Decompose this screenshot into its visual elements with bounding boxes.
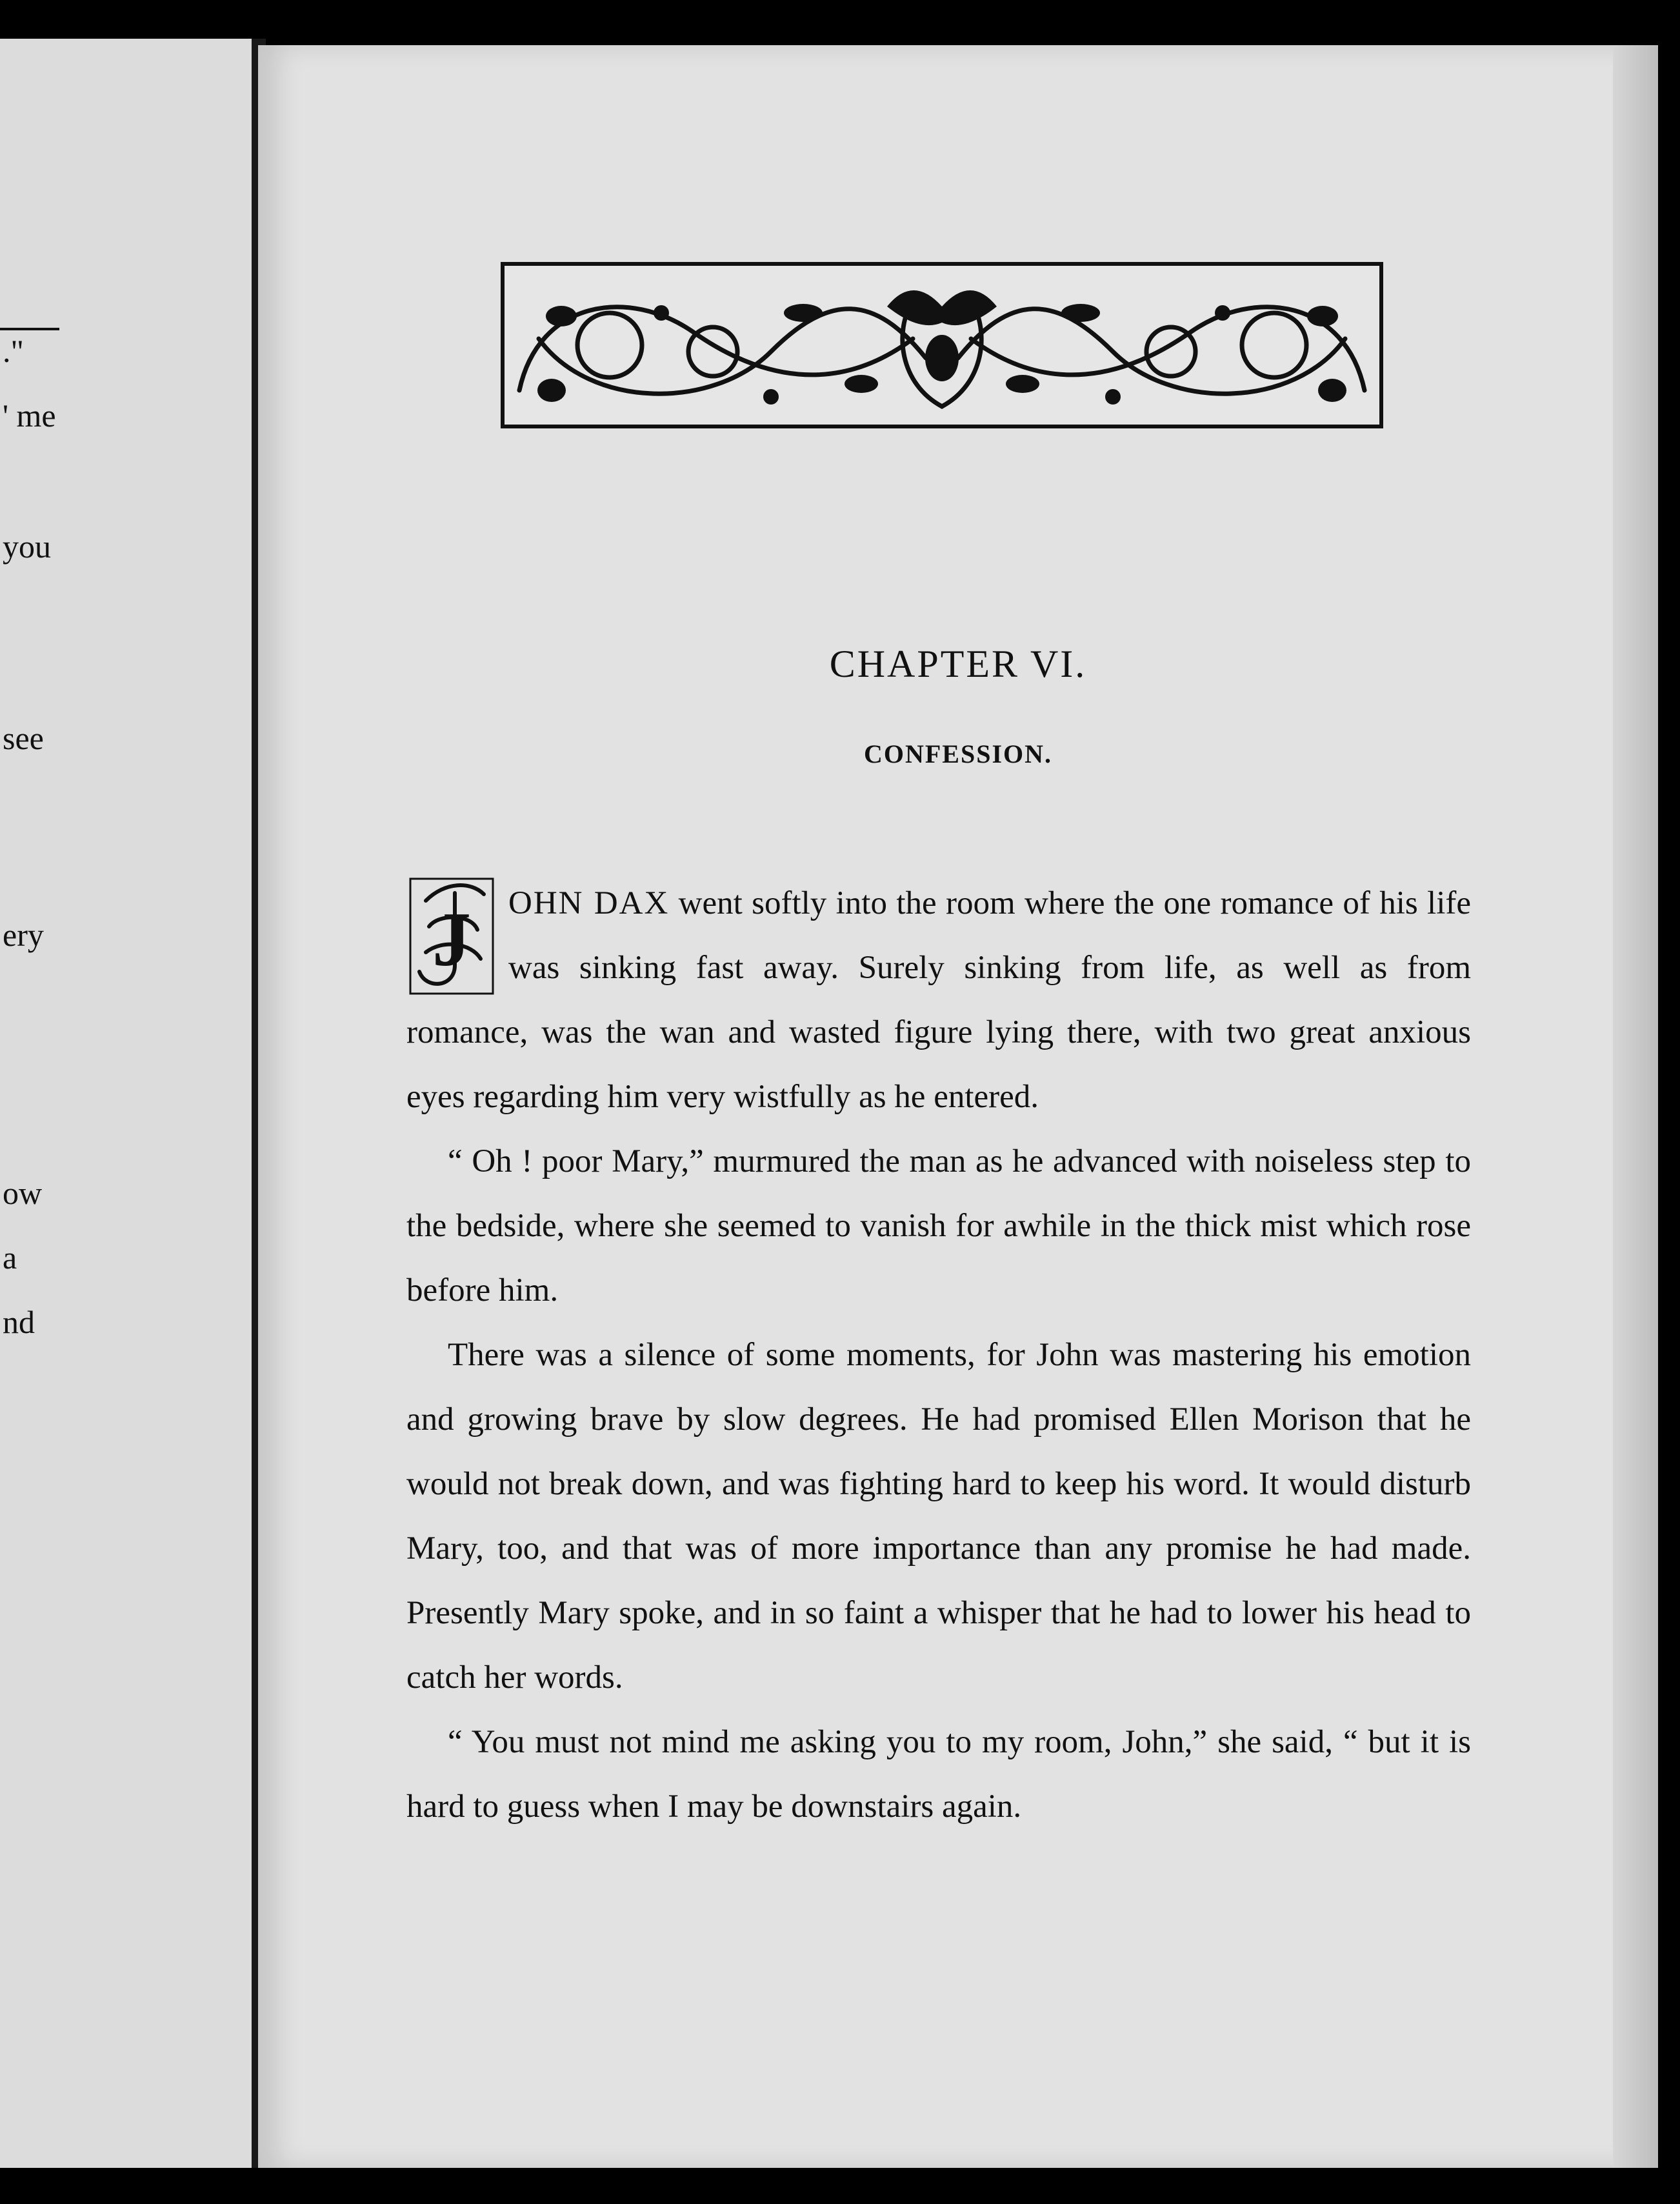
right-page xyxy=(258,45,1658,2168)
paragraph-1-text: went softly into the room where the one romance of his life was sinking fast away. Surely sinking from life, as well as from romance, was the wan and wasted figure lying there, with two great anxious eyes regarding him very wistfully as he entered. xyxy=(406,885,1472,1115)
left-page-fragment: nd xyxy=(3,1304,35,1340)
svg-text:J: J xyxy=(432,896,471,982)
left-page-fragment: see xyxy=(3,720,44,756)
chapter-subtitle: CONFESSION. xyxy=(863,739,1053,768)
page-edge xyxy=(1613,45,1658,2168)
paragraph-2: “ Oh ! poor Mary,” murmured the man as he advanced with noiseless step to the bedside, where she seemed to vanish for awhile in the thick mist which rose before him. xyxy=(406,1143,1471,1308)
left-page-fragment: you xyxy=(3,528,51,565)
left-page xyxy=(0,39,255,2168)
ornamental-headpiece xyxy=(500,261,1384,429)
left-page-fragment: ." xyxy=(3,333,24,369)
left-page-fragment: ' me xyxy=(3,397,56,434)
left-page-fragment: ow xyxy=(3,1175,43,1211)
paragraph-3: There was a silence of some moments, for John was mastering his emotion and growing brave by slow degrees. He had promised Ellen Morison that he would not break down, and was fighting hard to keep his word. It would disturb Mary, too, and that was of more importance than any promise he had made. Presently Mary spoke, and in so faint a whisper that he had to lower his head to catch her words. xyxy=(406,1337,1471,1696)
left-page-rule xyxy=(0,328,59,330)
left-page-fragment: ery xyxy=(3,917,44,953)
decorative-initial-j xyxy=(406,875,497,997)
opening-words: OHN DAX xyxy=(508,885,670,921)
left-page-fragment: a xyxy=(3,1239,17,1276)
paragraph-4: “ You must not mind me asking you to my room, John,” she said, “ but it is hard to guess when I may be downstairs again. xyxy=(406,1724,1471,1825)
body-text xyxy=(406,871,1471,1839)
chapter-title: CHAPTER VI. xyxy=(829,643,1087,685)
paragraph-1 xyxy=(406,871,1471,1129)
